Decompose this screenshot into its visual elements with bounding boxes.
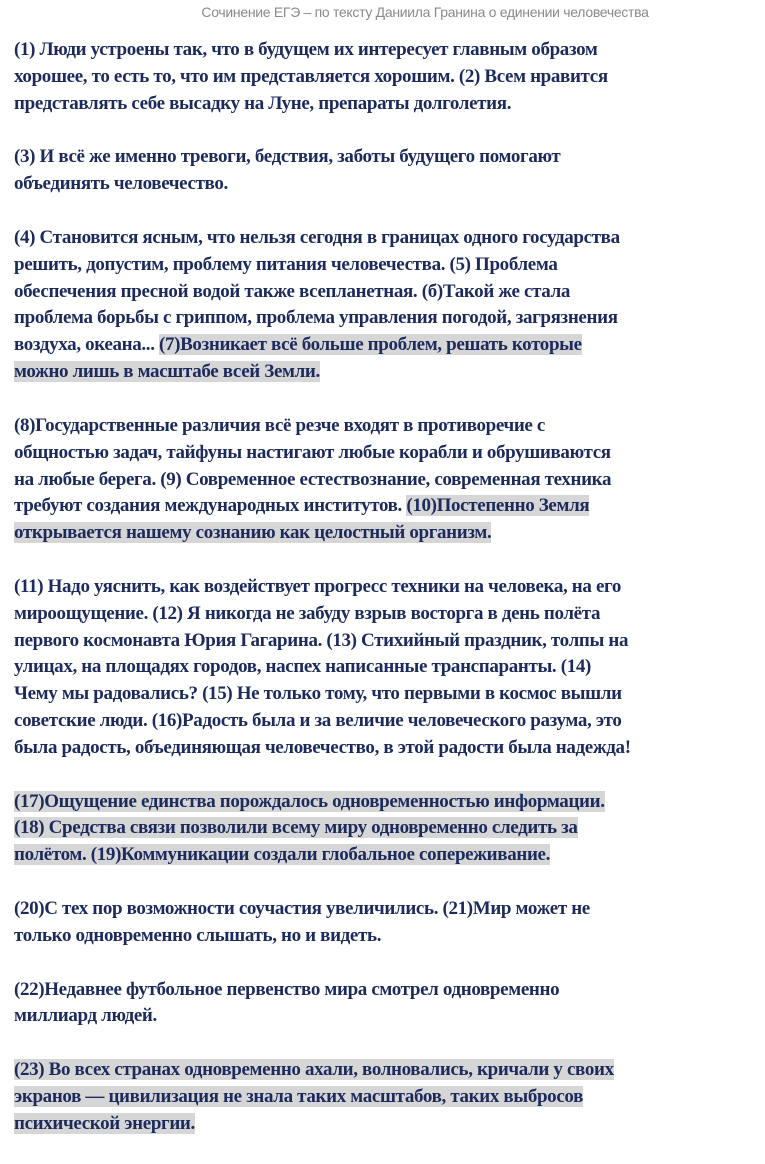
text-segment: (3) И всё же именно тревоги, бедствия, заботы будущего помогают [14,146,561,168]
text-segment: (4) Становится ясным, что нельзя сегодня в границах одного государства [14,226,620,248]
text-line [14,1111,765,1138]
text-line [14,279,765,306]
text-segment: была радость, объединяющая человечество, в этой радости была надежда! [14,736,631,758]
text-segment: только одновременно слышать, но и видеть. [14,924,382,946]
highlighted-text: (7)Возникает всё больше проблем, решать которые [159,334,582,356]
text-line [14,1003,765,1030]
text-segment: общностью задач, тайфуны настигают любые корабли и обрушиваются [14,441,611,463]
paragraph [14,413,765,547]
text-line [14,574,765,601]
text-segment: миллиард людей. [14,1005,157,1027]
text-segment: (8)Государственные различия всё резче входят в противоречие с [14,414,545,436]
paragraph [14,789,765,870]
text-line [14,1084,765,1111]
text-line [14,896,765,923]
text-segment: мироощущение. (12) Я никогда не забуду взрыв восторга в день полёта [14,602,601,624]
text-segment: (22)Недавнее футбольное первенство мира смотрел одновременно [14,978,560,1000]
text-line [14,37,765,64]
text-line [14,252,765,279]
text-segment: объединять человечество. [14,173,228,195]
text-line [14,305,765,332]
highlighted-text: (10)Постепенно Земля [406,495,590,517]
text-line [14,789,765,816]
text-line [14,520,765,547]
text-segment: (1) Люди устроены так, что в будущем их интересует главным образом [14,39,598,60]
text-segment: Чему мы радовались? (15) Не только тому, что первыми в космос вышли [14,683,622,705]
text-line [14,171,765,198]
text-line [14,1057,765,1084]
text-segment: требуют создания международных институтов. [14,495,407,517]
text-segment: воздуха, океана... [14,334,159,356]
highlighted-text: открывается нашему сознанию как целостный организм. [14,522,492,544]
highlighted-text: полётом. (19)Коммуникации создали глобальное сопереживание. [14,844,551,866]
text-line [14,332,765,359]
text-line [14,440,765,467]
essay-text [14,37,765,1164]
highlighted-text: экранов — цивилизация не знала таких масштабов, таких выбросов [14,1085,584,1107]
paragraph [14,977,765,1031]
text-segment: проблема борьбы с гриппом, проблема управления погодой, загрязнения [14,307,618,329]
paragraph [14,896,765,950]
text-segment: решить, допустим, проблему питания человечества. (5) Проблема [14,253,558,275]
highlighted-text: можно лишь в масштабе всей Земли. [14,361,320,383]
text-line [14,467,765,494]
text-line [14,628,765,655]
document-title: Сочинение ЕГЭ – по тексту Даниила Гранина о единении человечества [201,4,649,20]
text-segment: (20)С тех пор возможности соучастия увеличились. (21)Мир может не [14,898,590,919]
text-line [14,601,765,628]
highlighted-text: (18) Средства связи позволили всему миру одновременно следить за [14,817,578,839]
text-segment: обеспечения пресной водой также всепланетная. (б)Такой же стала [14,280,571,302]
text-line [14,923,765,950]
text-segment: хорошее, то есть то, что им представляется хорошим. (2) Всем нравится [14,65,608,87]
text-line [14,413,765,440]
highlighted-text: (17)Ощущение единства порождалось одновременностью информации. [14,790,605,812]
text-line [14,91,765,118]
highlighted-text: (23) Во всех странах одновременно ахали, волновались, кричали у своих [14,1059,614,1081]
text-segment: улицах, на площадях городов, наспех написанные транспаранты. (14) [14,656,591,678]
text-line [14,815,765,842]
text-line [14,144,765,171]
highlighted-text: психической энергии. [14,1112,195,1134]
text-line [14,842,765,869]
paragraph [14,37,765,118]
paragraph [14,1057,765,1138]
text-line [14,359,765,386]
text-segment: первого космонавта Юрия Гагарина. (13) Стихийный праздник, толпы на [14,629,629,651]
paragraph [14,574,765,762]
text-segment: советские люди. (16)Радость была и за величие человеческого разума, это [14,710,622,732]
text-line [14,735,765,762]
paragraph [14,225,765,386]
text-line [14,977,765,1004]
text-line [14,654,765,681]
text-line [14,225,765,252]
text-line [14,681,765,708]
text-segment: (11) Надо уяснить, как воздействует прогресс техники на человека, на его [14,575,621,597]
paragraph [14,144,765,198]
text-line [14,493,765,520]
text-segment: представлять себе высадку на Луне, препараты долголетия. [14,92,512,114]
text-line [14,64,765,91]
text-line [14,708,765,735]
text-segment: на любые берега. (9) Современное естествознание, современная техника [14,468,612,490]
